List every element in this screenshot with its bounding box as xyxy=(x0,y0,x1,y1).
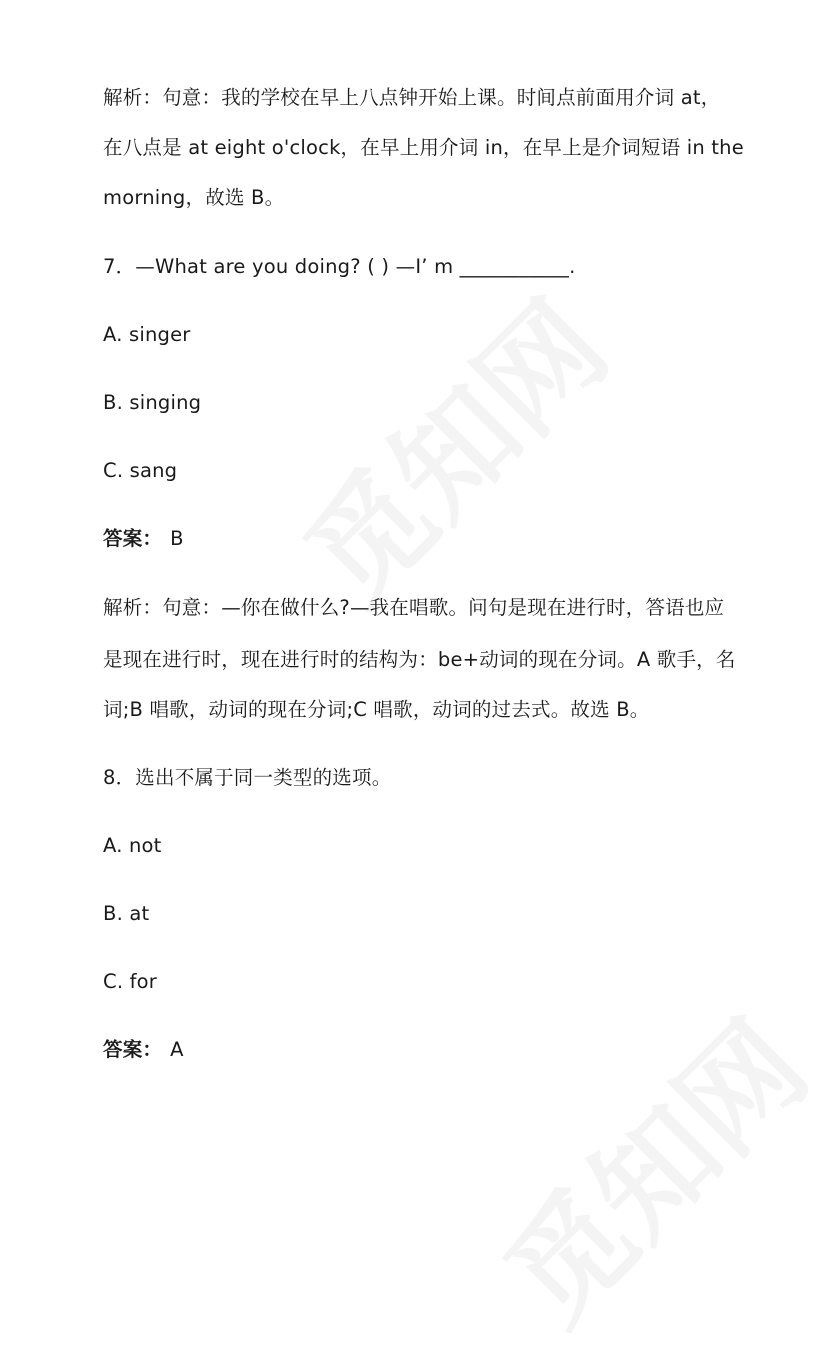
option-c: C. for xyxy=(103,970,158,993)
explanation-text: 解析：句意：—你在做什么?—我在唱歌。问句是现在进行时，答语也应 xyxy=(103,596,725,619)
option-b: B. at xyxy=(103,902,150,925)
watermark xyxy=(262,258,638,634)
answer-line xyxy=(103,1036,184,1064)
explanation-text: 解析：句意：我的学校在早上八点钟开始上课。时间点前面用介词 at， xyxy=(103,86,721,109)
answer-value: B xyxy=(170,527,184,550)
explanation-text: morning，故选 B。 xyxy=(103,186,285,209)
answer-label: 答案： xyxy=(103,1038,163,1061)
explanation-text: 在八点是 at eight o'clock，在早上用介词 in，在早上是介词短语 in the xyxy=(103,136,744,159)
answer-value: A xyxy=(170,1038,184,1061)
question-stem: 7．—What are you doing? ( ) —I’ m ___________. xyxy=(103,255,576,278)
option-a: A. not xyxy=(103,834,162,857)
option-a: A. singer xyxy=(103,323,191,346)
watermark xyxy=(462,978,830,1354)
answer-label: 答案： xyxy=(103,527,163,550)
answer-line xyxy=(103,525,184,553)
option-c: C. sang xyxy=(103,459,178,482)
option-b: B. singing xyxy=(103,391,202,414)
question-stem: 8．选出不属于同一类型的选项。 xyxy=(103,766,392,789)
explanation-text: 是现在进行时，现在进行时的结构为：be+动词的现在分词。A 歌手，名 xyxy=(103,648,736,671)
explanation-text: 词;B 唱歌，动词的现在分词;C 唱歌，动词的过去式。故选 B。 xyxy=(103,698,650,721)
